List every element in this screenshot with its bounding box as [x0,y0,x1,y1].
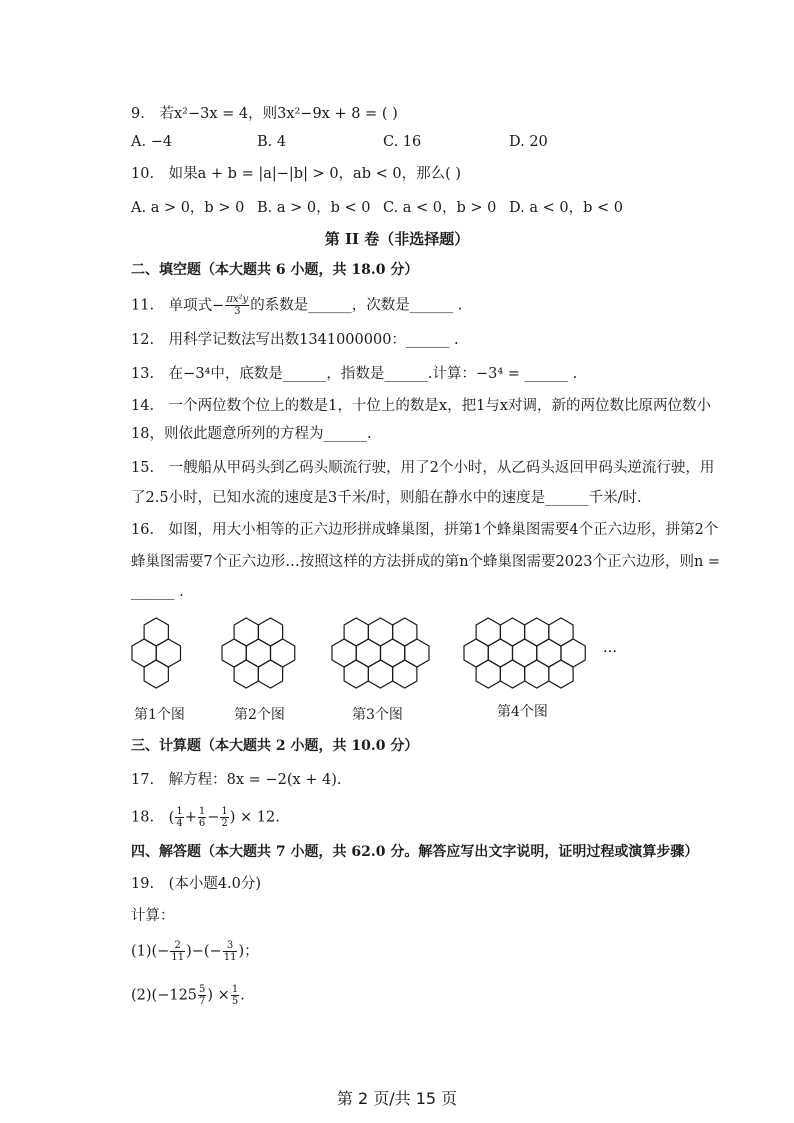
hexagon [381,639,405,667]
hexagon [258,660,282,688]
question-9 [131,104,398,124]
question-text-line1: 一艘船从甲码头到乙码头顺流行驶，用了2个小时，从乙码头返回甲码头逆流行驶，用 [168,460,715,476]
question-19-part1 [131,940,259,963]
fraction-denominator: 11 [171,952,185,963]
question-text: 在−3⁴中，底数是______，指数是______.计算：−3⁴ = ______ . [168,366,578,382]
hexagon [393,618,417,646]
question-number: 16. [131,522,155,538]
part2-pre: (2)(−125 [131,987,198,1004]
question-text-line1: 一个两位数个位上的数是1，十位上的数是x，把1与x对调，新的两位数比原两位数小 [168,398,711,414]
hexagon [246,639,270,667]
question-14-line2: 18，则依此题意所列的方程为______. [131,426,372,442]
honeycomb-figure-4 [464,618,585,688]
hexagon [132,639,156,667]
fraction [198,806,206,829]
question-number: 19. [131,876,155,892]
fraction-numerator: 1 [221,806,228,817]
question-19-intro: 计算： [131,908,175,924]
question-15 [131,458,714,478]
question-number: 15. [131,460,155,476]
question-18 [131,806,280,829]
fraction-denominator: 6 [198,818,206,829]
fraction-denominator: 7 [199,996,206,1007]
part-title: 第 II 卷（非选择题） [324,230,470,248]
option-d: D. 20 [509,134,548,150]
hexagon [393,660,417,688]
figure-caption-4: 第4个图 [497,704,548,720]
fraction-denominator: 2 [221,818,228,829]
part2-mid: ) × [207,987,230,1004]
part2-post: . [240,987,245,1004]
fraction [198,984,206,1007]
fraction [231,984,239,1007]
question-19 [131,874,261,894]
question-text: 解方程：8x = −2(x + 4). [168,772,342,788]
question-number: 9. [131,106,145,122]
fraction-denominator: 11 [223,952,237,963]
hexagon [368,660,392,688]
question-16-line3: ______ . [131,584,184,600]
section-heading-fill-in: 二、填空题（本大题共 6 小题，共 18.0 分） [131,262,419,278]
fraction [175,806,183,829]
question-14 [131,396,711,416]
hexagon [476,618,500,646]
figure-caption-3: 第3个图 [352,707,403,723]
question-text: 用科学记数法写出数1341000000：______ . [168,332,459,348]
hexagon [525,618,549,646]
hexagon [561,639,585,667]
hexagon [525,660,549,688]
fraction-numerator: 3 [223,940,238,952]
honeycomb-figure-1 [132,618,181,688]
fraction [225,294,249,317]
hexagon [234,660,258,688]
option-c: C. a < 0，b > 0 [383,200,497,216]
figure-caption-1: 第1个图 [134,707,185,723]
option-a: A. a > 0，b > 0 [131,200,245,216]
option-b: B. 4 [257,134,287,150]
hexagon [368,618,392,646]
honeycomb-figure-3 [332,618,429,688]
figure-caption-2: 第2个图 [234,707,285,723]
hexagon [344,618,368,646]
question-text-line1: 如图，用大小相等的正六边形拼成蜂巢图，拼第1个蜂巢图需要4个正六边形，拼第2个 [168,522,719,538]
fraction [223,940,238,963]
option-d: D. a < 0，b < 0 [509,200,623,216]
question-11 [131,294,462,317]
hexagon [476,660,500,688]
hexagon [144,660,168,688]
paren-close: ) × 12. [229,809,280,826]
question-9-options [131,134,691,154]
fraction-numerator: πx²y [226,294,249,305]
hexagon [258,618,282,646]
question-text: 如果a + b = |a|−|b| > 0，ab < 0，那么( ) [168,166,461,182]
hexagon [405,639,429,667]
hexagon [222,639,246,667]
hexagon [344,660,368,688]
hexagon [549,660,573,688]
hexagon [332,639,356,667]
hexagon [156,639,180,667]
hexagon [464,639,488,667]
part1-mid: )−(− [186,943,222,960]
question-12 [131,330,459,350]
part1-pre: (1)(− [131,943,170,960]
question-13 [131,364,577,384]
question-number: 11. [131,297,155,314]
question-number: 14. [131,398,155,414]
part1-post: )； [238,943,259,960]
option-b: B. a > 0，b < 0 [257,200,371,216]
fraction-numerator: 1 [198,806,206,817]
minus-sign: − [207,809,220,826]
question-number: 13. [131,366,155,382]
hexagon [500,618,524,646]
fraction-numerator: 2 [170,940,185,952]
question-19-part2 [131,984,245,1007]
question-text-pre: 单项式− [168,297,225,314]
fraction-numerator: 1 [176,806,183,817]
honeycomb-figure-2 [222,618,295,688]
question-17 [131,770,342,790]
section-heading-answers: 四、解答题（本大题共 7 小题，共 62.0 分。解答应写出文字说明，证明过程或演算步骤） [131,844,699,860]
question-15-line2: 了2.5小时，已知水流的速度是3千米/时，则船在静水中的速度是______千米/时. [131,490,642,506]
fraction-denominator: 3 [234,306,241,317]
figure-ellipsis: … [603,640,617,656]
question-number: 18. [131,809,155,826]
question-number: 10. [131,166,155,182]
paren-open: ( [168,809,175,826]
section-heading-calculation: 三、计算题（本大题共 2 小题，共 10.0 分） [131,738,419,754]
hexagon [234,618,258,646]
question-16-line2: 蜂巢图需要7个正六边形…按照这样的方法拼成的第n个蜂巢图需要2023个正六边形，则n = [131,554,721,570]
question-header: (本小题4.0分) [168,876,262,892]
question-10-options [131,196,691,216]
page-footer: 第 2 页/共 15 页 [336,1089,458,1108]
hexagon [271,639,295,667]
question-16 [131,520,718,540]
fraction-denominator: 5 [231,996,239,1007]
fraction-numerator: 1 [231,984,239,995]
fraction [170,940,185,963]
hexagon [488,639,512,667]
fraction [220,806,228,829]
plus-sign: + [184,809,197,826]
question-text: 若x²−3x = 4，则3x²−9x + 8 = ( ) [159,106,398,122]
hexagon [549,618,573,646]
hexagon [513,639,537,667]
fraction-denominator: 4 [176,818,183,829]
question-10 [131,164,461,184]
option-c: C. 16 [383,134,422,150]
hexagon [356,639,380,667]
hexagon [144,618,168,646]
question-text-post: 的系数是______，次数是______ . [250,297,463,314]
question-number: 17. [131,772,155,788]
hexagon [500,660,524,688]
fraction-numerator: 5 [199,984,206,995]
option-a: A. −4 [131,134,173,150]
hexagon [537,639,561,667]
question-number: 12. [131,332,155,348]
